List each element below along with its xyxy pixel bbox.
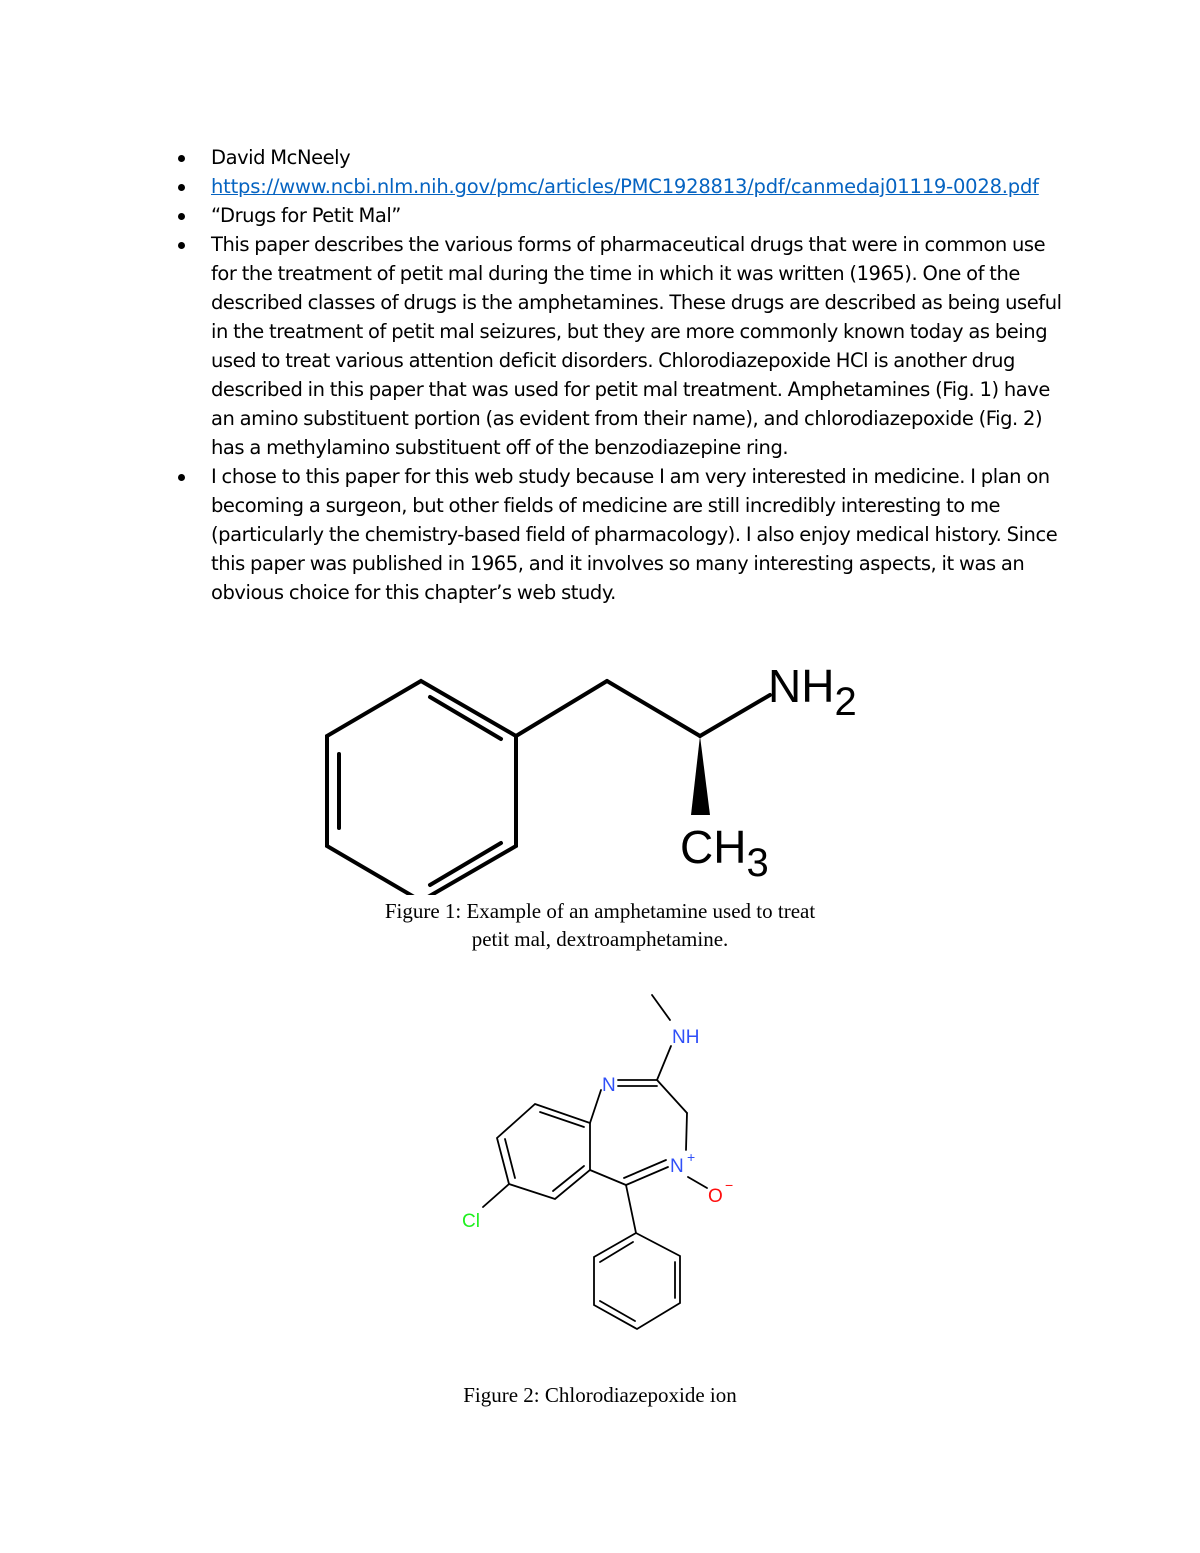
figure-1-structure — [300, 655, 900, 895]
o-label: O — [708, 1186, 723, 1207]
figure-2-caption-text: Figure 2: Chlorodiazepoxide ion — [463, 1383, 737, 1407]
summary-text: This paper describes the various forms of pharmaceutical drugs that were in common use for the treatment of petit mal during the time in which it was written (1965). One of the described classes of drugs is the amphetamines. These drugs are described as being useful in the treatment of petit mal seizures, but they are more commonly known today as being used to treat various attention deficit disorders. Chlorodiazepoxide HCl is another drug described in this paper that was used for petit mal treatment. Amphetamines (Fig. 1) have an amino substituent portion (as evident from their name), and chlorodiazepoxide (Fig. 2) has a methylamino substituent off of the benzodiazepine ring. — [211, 233, 1062, 459]
source-link[interactable]: https://www.ncbi.nlm.nih.gov/pmc/articles/PMC1928813/pdf/canmedaj01119-0028.pdf — [211, 175, 1039, 198]
figure-2-caption — [300, 1381, 900, 1409]
amine-label: NH2 — [768, 660, 857, 724]
side-chain — [516, 681, 770, 736]
paper-title: “Drugs for Petit Mal” — [211, 204, 401, 227]
methyl-label: CH3 — [680, 821, 769, 885]
wedge-bond — [691, 736, 710, 815]
author-name: David McNeely — [211, 146, 351, 169]
figure-1-caption — [300, 897, 900, 953]
nh-label: NH — [672, 1027, 700, 1048]
link-item — [211, 172, 1071, 201]
reason-text: I chose to this paper for this web study because I am very interested in medicine. I plan on becoming a surgeon, but other fields of medicine are still incredibly interesting to me (particularly the chemistry-based field of pharmacology). I also enjoy medical history. Since this paper was published in 1965, and it involves so many interesting aspects, it was an obvious choice for this chapter’s web study. — [211, 465, 1058, 604]
author-item — [211, 143, 1071, 172]
bullet-list — [211, 143, 1071, 607]
benzene-ring — [327, 681, 516, 895]
title-item — [211, 201, 1071, 230]
summary-item — [211, 230, 1071, 462]
figure-1-caption-line-1: Figure 1: Example of an amphetamine used to treat — [384, 899, 816, 923]
cl-label: Cl — [462, 1211, 480, 1232]
figure-1-caption-line-2: petit mal, dextroamphetamine. — [471, 927, 729, 951]
n-plus-label: N — [670, 1156, 684, 1177]
figure-2-structure — [440, 980, 760, 1340]
plus-charge: + — [687, 1149, 696, 1165]
n-label: N — [602, 1075, 616, 1096]
reason-item — [211, 462, 1071, 607]
minus-charge: − — [725, 1177, 734, 1193]
